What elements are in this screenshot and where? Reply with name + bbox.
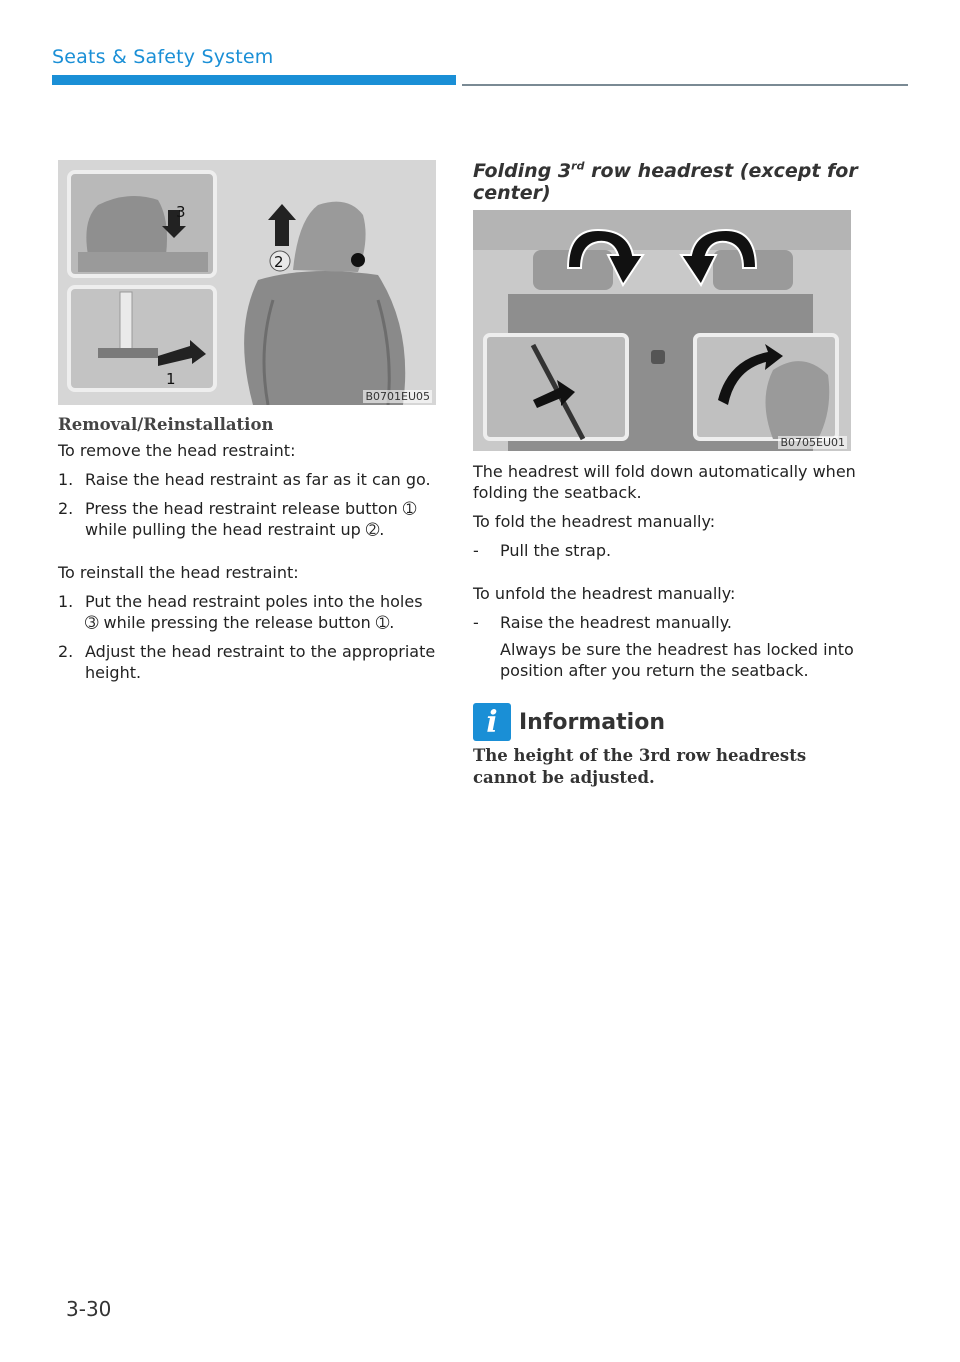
list-item bbox=[58, 591, 438, 633]
title-text: Folding 3 bbox=[473, 160, 572, 182]
intro-paragraph: The headrest will fold down automatically when folding the seatback. bbox=[473, 462, 856, 502]
title-superscript: rd bbox=[571, 159, 585, 173]
bullet-dash: - bbox=[473, 613, 479, 632]
list-item bbox=[473, 612, 863, 633]
head-restraint-removal-figure bbox=[58, 160, 436, 405]
figure-code: B0705EU01 bbox=[780, 436, 845, 449]
step-text: Pull the strap. bbox=[500, 541, 612, 560]
reinstall-intro: To reinstall the head restraint: bbox=[58, 563, 299, 582]
right-column bbox=[473, 160, 863, 789]
unfold-note: Always be sure the headrest has locked into position after you return the seatback. bbox=[500, 640, 854, 680]
list-item bbox=[58, 498, 438, 540]
unfold-steps-list bbox=[473, 612, 863, 633]
unfold-intro: To unfold the headrest manually: bbox=[473, 584, 736, 603]
bullet-dash: - bbox=[473, 541, 479, 560]
title-text-rest: row headrest (except for center) bbox=[473, 160, 858, 204]
third-row-headrest-figure bbox=[473, 210, 851, 451]
remove-intro: To remove the head restraint: bbox=[58, 441, 296, 460]
list-item bbox=[58, 641, 438, 683]
fold-steps-list bbox=[473, 540, 863, 561]
list-item bbox=[58, 469, 438, 490]
information-box-header bbox=[473, 703, 863, 741]
step-text: Put the head restraint poles into the holes ➂ while pressing the release button ➀. bbox=[85, 592, 423, 632]
head-restraint-illustration bbox=[58, 160, 436, 405]
step-number: 2. bbox=[58, 499, 74, 518]
page-number: 3-30 bbox=[66, 1297, 112, 1321]
step-number: 2. bbox=[58, 642, 74, 661]
header-rule-accent bbox=[52, 75, 456, 85]
remove-steps-list bbox=[58, 469, 438, 540]
subheading-removal: Removal/Reinstallation bbox=[58, 415, 274, 434]
list-item bbox=[473, 540, 863, 561]
step-text: Press the head restraint release button ➀ while pulling the head restraint up ➁. bbox=[85, 499, 417, 539]
information-icon: i bbox=[473, 703, 511, 741]
figure-code: B0701EU05 bbox=[365, 390, 430, 403]
step-number: 1. bbox=[58, 470, 74, 489]
headrest-fold-illustration bbox=[473, 210, 851, 451]
information-title: Information bbox=[519, 709, 665, 735]
section-title bbox=[473, 160, 863, 204]
callout-2: 2 bbox=[274, 253, 284, 271]
information-text: The height of the 3rd row headrests cannot be adjusted. bbox=[473, 746, 807, 787]
fold-intro: To fold the headrest manually: bbox=[473, 512, 716, 531]
header-rule bbox=[462, 84, 908, 86]
callout-1: 1 bbox=[166, 370, 176, 388]
step-number: 1. bbox=[58, 592, 74, 611]
step-text: Raise the head restraint as far as it can go. bbox=[85, 470, 431, 489]
step-text: Adjust the head restraint to the appropriate height. bbox=[85, 642, 436, 682]
section-header-title: Seats & Safety System bbox=[52, 46, 274, 68]
reinstall-steps-list bbox=[58, 591, 438, 683]
left-column bbox=[58, 160, 438, 691]
callout-3: 3 bbox=[176, 203, 186, 221]
step-text: Raise the headrest manually. bbox=[500, 613, 732, 632]
